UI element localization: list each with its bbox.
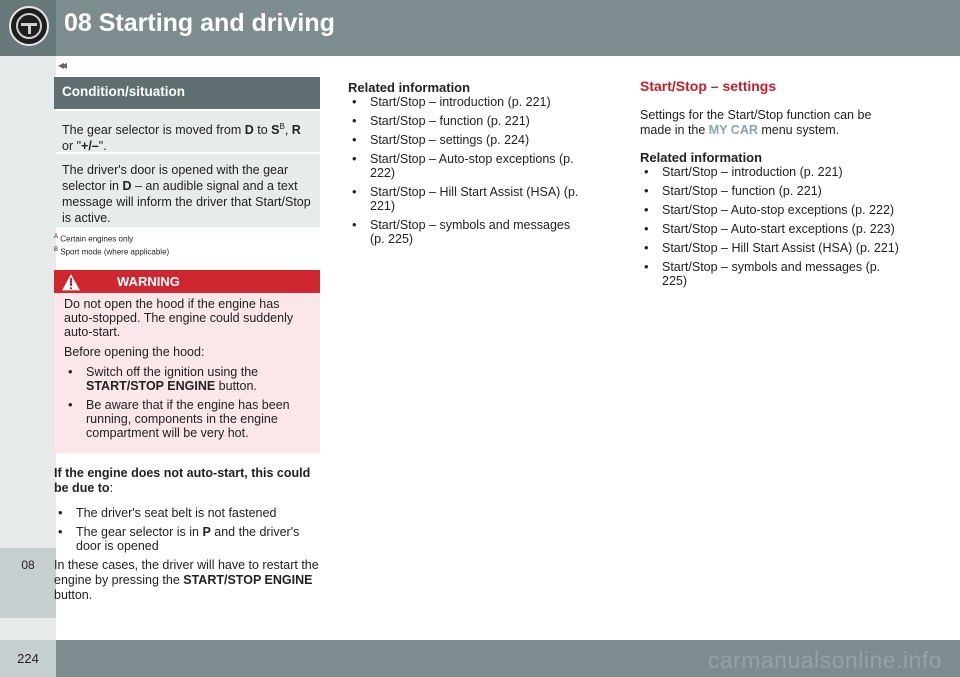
related-link[interactable]: • Start/Stop – symbols and messages (p. 225) <box>348 218 584 246</box>
warning-label: WARNING <box>117 274 180 289</box>
no-autostart-section <box>54 466 320 603</box>
related-heading: Related information <box>640 150 763 165</box>
warning-body <box>54 293 320 453</box>
paragraph: Settings for the Start/Stop function can be made in the MY CAR menu system. <box>640 108 872 137</box>
logo-badge <box>0 0 56 56</box>
related-link[interactable]: • Start/Stop – function (p. 221) <box>348 114 584 128</box>
chapter-title: 08 Starting and driving <box>64 9 335 37</box>
related-link[interactable]: • Start/Stop – symbols and messages (p. 225) <box>640 260 900 288</box>
warning-text: Before opening the hood: <box>64 345 205 359</box>
paragraph: In these cases, the driver will have to restart the engine by pressing the START/STOP ENGINE button. <box>54 558 319 602</box>
sidebar <box>0 56 56 640</box>
warning-triangle-icon <box>60 272 82 292</box>
previous-page-arrows-icon[interactable]: ◂◂ <box>58 58 65 72</box>
page-number-box <box>0 640 56 677</box>
related-link[interactable]: • Start/Stop – Auto-start exceptions (p. 223) <box>640 222 900 236</box>
warning-header <box>54 270 320 293</box>
related-info-mid <box>348 80 584 251</box>
page-footer <box>0 640 960 677</box>
table-row <box>54 154 320 227</box>
warning-text: Do not open the hood if the engine has auto-stopped. The engine could suddenly auto-start. <box>64 297 294 339</box>
footnote: $^A$ Certain engines only <box>54 234 134 244</box>
steering-wheel-icon <box>9 6 49 46</box>
chapter-tab-label: 08 <box>21 558 35 572</box>
related-link[interactable]: • Start/Stop – Auto-stop exceptions (p. 222) <box>348 152 584 180</box>
list-item: • The driver's seat belt is not fastened <box>54 506 320 520</box>
list-item: • Switch off the ignition using the START/STOP ENGINE button. <box>64 365 310 393</box>
table-header <box>54 77 320 109</box>
chapter-tab[interactable] <box>0 548 56 618</box>
page-number: 224 <box>17 651 39 666</box>
related-link[interactable]: • Start/Stop – introduction (p. 221) <box>348 95 584 109</box>
section-heading: If the engine does not auto-start, this could be due to: <box>54 466 311 495</box>
related-link[interactable]: • Start/Stop – Auto-stop exceptions (p. 222) <box>640 203 900 217</box>
related-link[interactable]: • Start/Stop – introduction (p. 221) <box>640 165 900 179</box>
section-title: Start/Stop – settings <box>640 78 777 94</box>
related-link[interactable]: • Start/Stop – function (p. 221) <box>640 184 900 198</box>
page-header <box>0 0 960 56</box>
related-link[interactable]: • Start/Stop – settings (p. 224) <box>348 133 584 147</box>
table-cell: The gear selector is moved from D to $S^B$, R or "+/–". <box>62 122 301 154</box>
list-item: • The gear selector is in P and the driver's door is opened <box>54 525 320 553</box>
related-link[interactable]: • Start/Stop – Hill Start Assist (HSA) (p. 221) <box>640 241 900 255</box>
related-heading: Related information <box>348 80 471 95</box>
table-cell: The driver's door is opened with the gear selector in D – an audible signal and a text message will inform the driver that Start/Stop is active. <box>62 163 311 225</box>
watermark: carmanualsonline.info <box>707 647 942 673</box>
footnote: $^B$ Sport mode (where applicable) <box>54 246 170 257</box>
footnotes <box>54 232 169 257</box>
related-link[interactable]: • Start/Stop – Hill Start Assist (HSA) (p. 221) <box>348 185 584 213</box>
my-car-menu-link[interactable]: MY CAR <box>708 123 758 137</box>
table-row <box>54 111 320 152</box>
list-item: • Be aware that if the engine has been running, components in the engine compartment will be very hot. <box>64 398 310 440</box>
settings-section <box>640 78 900 293</box>
table-header-label: Condition/situation <box>62 84 185 99</box>
